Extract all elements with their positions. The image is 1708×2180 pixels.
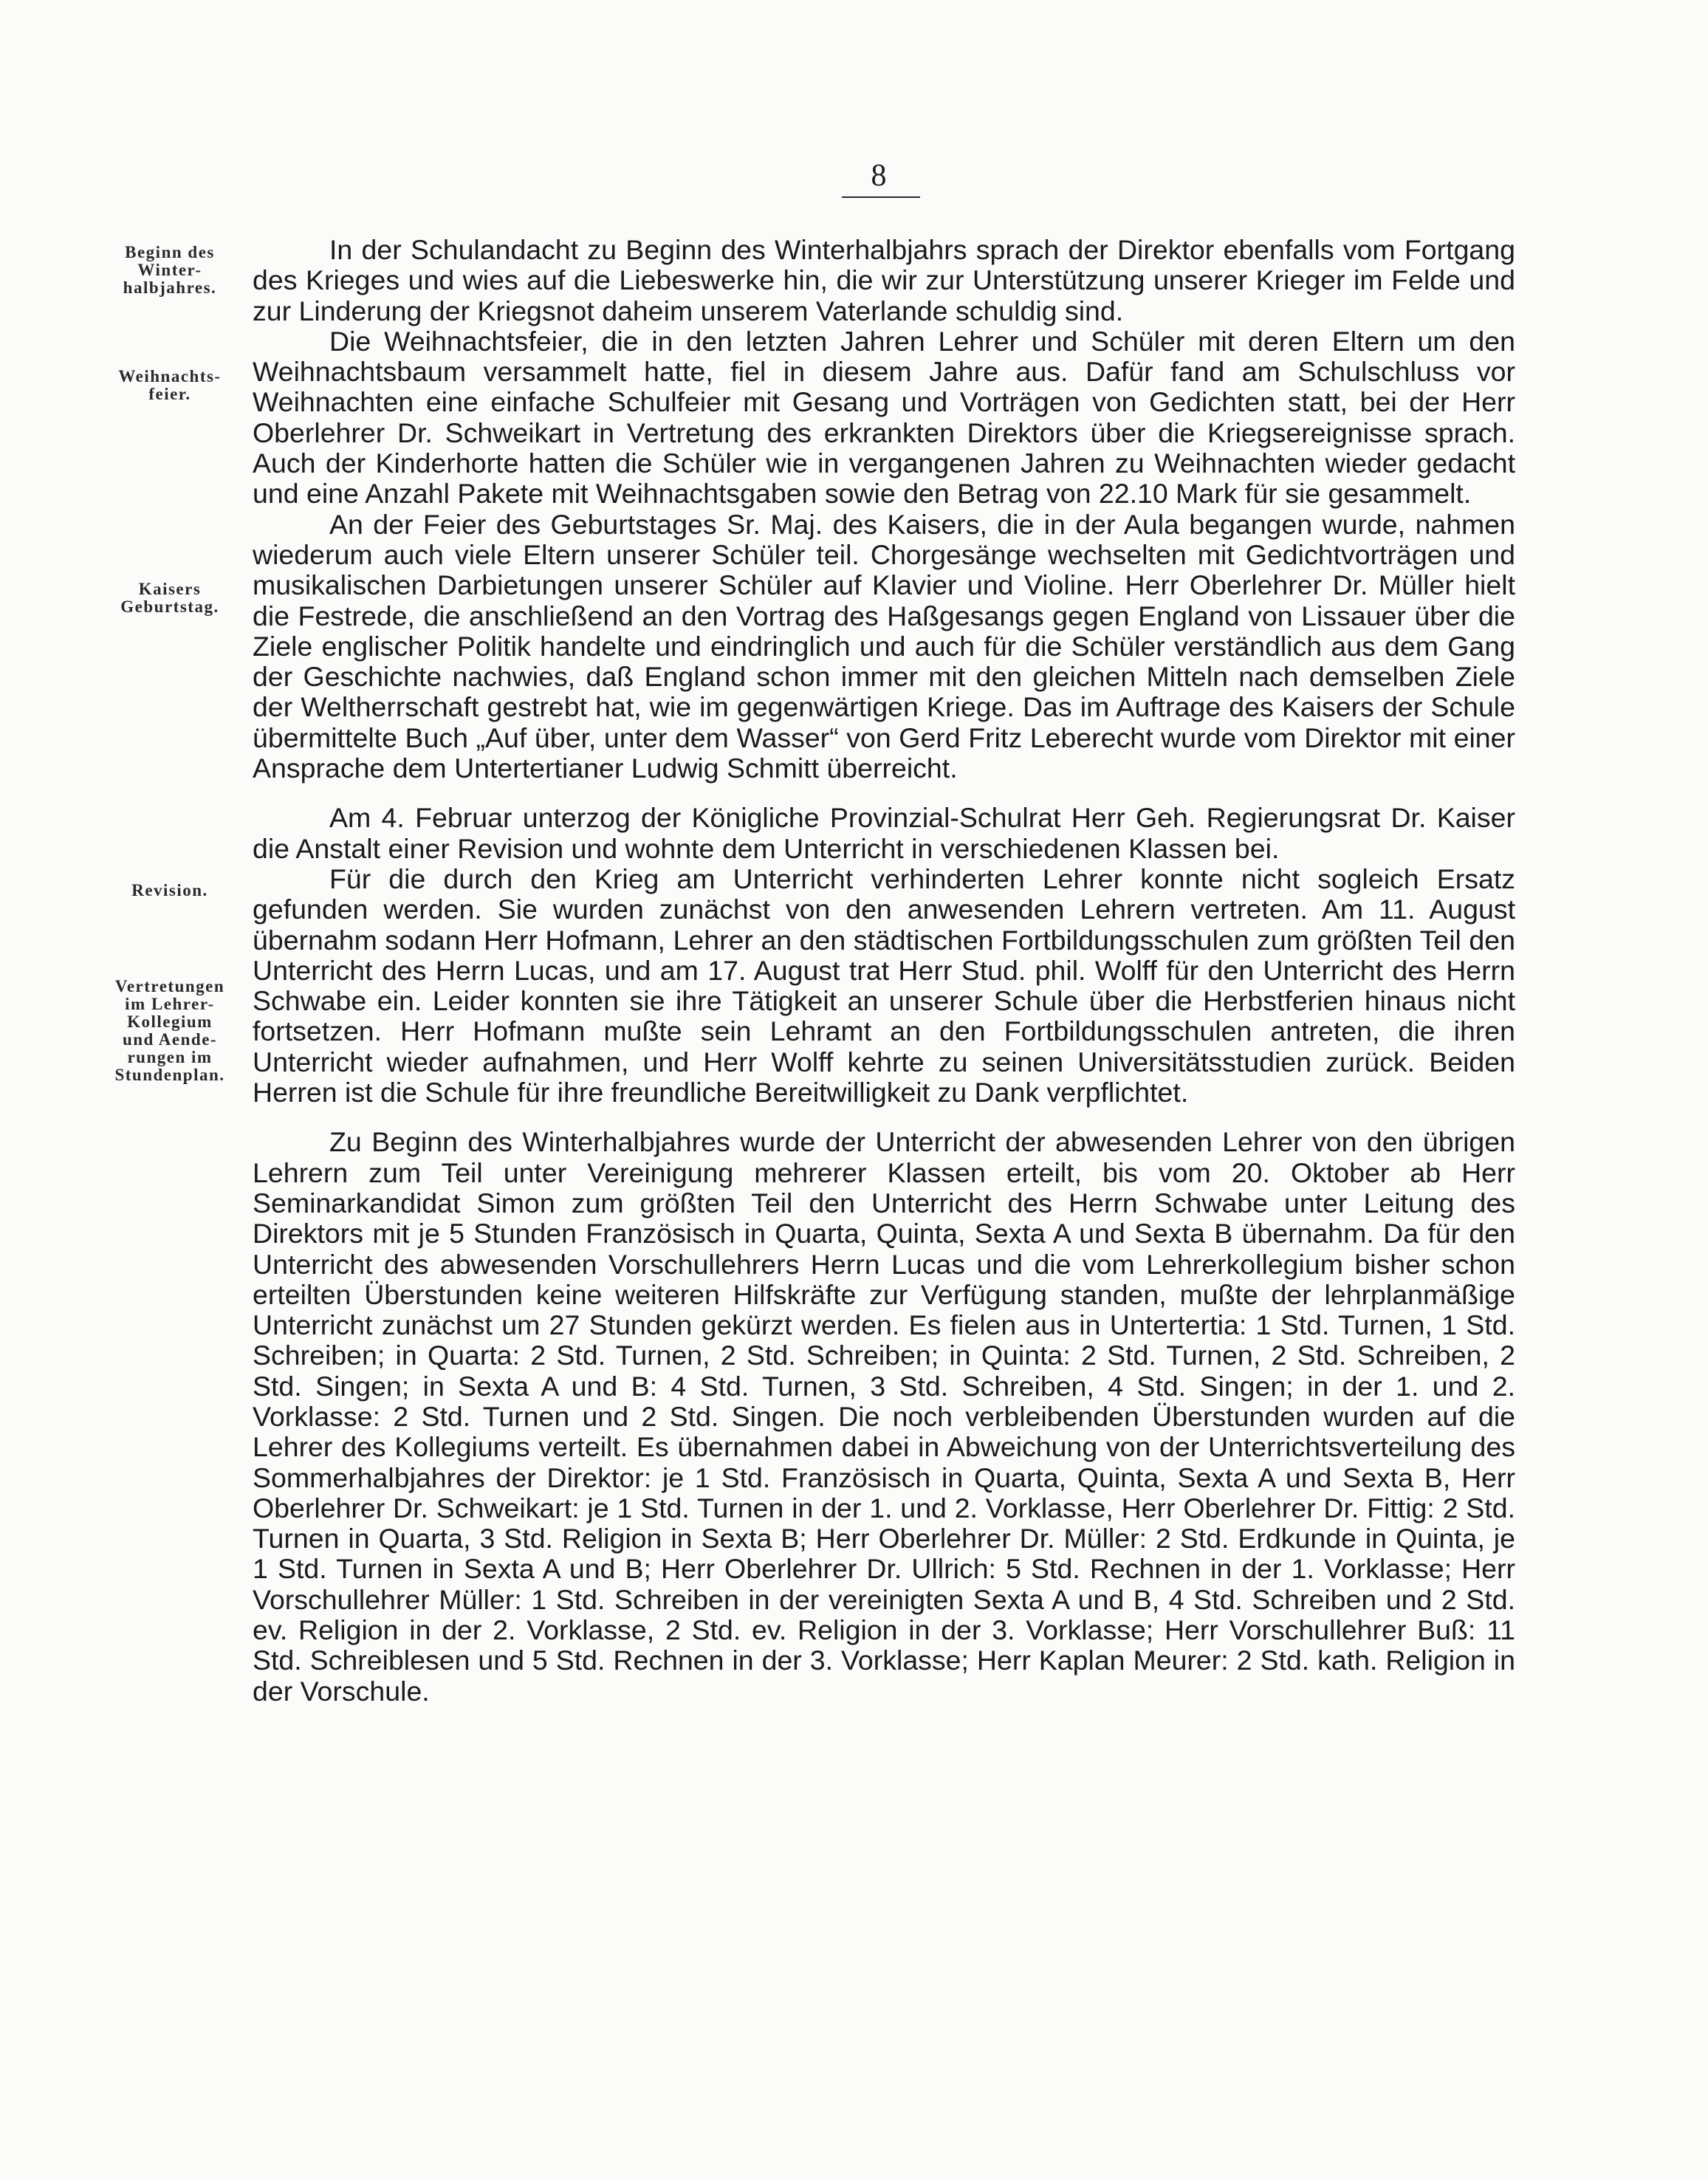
paragraph-unterrichtsverteilung: Zu Beginn des Winterhalbjahres wurde der Unterricht der abwesenden Lehrer von den übrigen Lehrern zum Teil unter Vereinigung mehrerer Klassen erteilt, bis vom 20. Oktober ab Herr Seminarkandidat Simon zum größten Teil den Unterricht des Herrn Schwabe unter Leitung des Direktors mit je 5 Stunden Französisch in Quarta, Quinta, Sexta A und Sexta B übernahm. Da für den Unterricht des abwesenden Vorschullehrers Herrn Lucas und die vom Lehrerkollegium bisher schon erteilten Überstunden keine weiteren Hilfskräfte zur Verfügung standen, mußte der lehrplanmäßige Unterricht zunächst um 27 Stunden gekürzt werden. Es fielen aus in Untertertia: 1 Std. Turnen, 1 Std. Schreiben; in Quarta: 2 Std. Turnen, 2 Std. Schreiben; in Quinta: 2 Std. Turnen, 2 Std. Schreiben, 2 Std. Singen; in Sexta A und B: 4 Std. Turnen, 3 Std. Schreiben, 4 Std. Singen; in der 1. und 2. Vorklasse: 2 Std. Turnen und 2 Std. Singen. Die noch verbleibenden Überstunden wurden auf die Lehrer des Kollegiums verteilt. Es übernahmen dabei in Abweichung von der Unterrichtsverteilung des Sommerhalbjahres der Direktor: je 1 Std. Französisch in Quarta, Quinta, Sexta A und Sexta B, Herr Oberlehrer Dr. Schweikart: je 1 Std. Turnen in der 1. und 2. Vorklasse, Herr Oberlehrer Dr. Fittig: 2 Std. Turnen in Quarta, 3 Std. Religion in Sexta B; Herr Oberlehrer Dr. Müller: 2 Std. Erdkunde in Quinta, je 1 Std. Turnen in Sexta A und B; Herr Oberlehrer Dr. Ullrich: 5 Std. Rechnen in der 1. Vorklasse; Herr Vorschullehrer Müller: 1 Std. Schreiben in der vereinigten Sexta A und B, 4 Std. Schreiben und 2 Std. ev. Religion in der 2. Vorklasse, 2 Std. ev. Religion in der 3. Vorklasse; Herr Vorschullehrer Buß: 11 Std. Schreiblesen und 5 Std. Rechnen in der 3. Vorklasse; Herr Kaplan Meurer: 2 Std. kath. Religion in der Vorschule. <box>253 1126 1515 1707</box>
paragraph-beginn-winterhalbjahr: In der Schulandacht zu Beginn des Winterhalbjahrs sprach der Direktor ebenfalls vom Fortgang des Krieges und wies auf die Liebeswerke hin, die wir zur Unterstützung unserer Krieger im Felde und zur Linderung der Kriegsnot daheim unserem Vaterlande schuldig sind. <box>253 234 1515 326</box>
body-text <box>253 235 1515 1707</box>
margin-note-beginn-winterhalbjahr: Beginn des Winter- halbjahres. <box>123 243 217 297</box>
margin-note-kaisers-geburtstag: Kaisers Geburtstag. <box>120 580 219 616</box>
margin-note-vertretungen: Vertretungen im Lehrer- Kollegium und Aende- rungen im Stundenplan. <box>114 977 225 1084</box>
paragraph-vertretungen: Für die durch den Krieg am Unterricht verhinderten Lehrer konnte nicht sogleich Ersatz gefunden werden. Sie wurden zunächst von den anwesenden Lehrern vertreten. Am 11. August übernahm sodann Herr Hofmann, Lehrer an den städtischen Fortbildungsschulen zum größten Teil den Unterricht des Herrn Lucas, und am 17. August trat Herr Stud. phil. Wolff für den Unterricht des Herrn Schwabe ein. Leider konnten sie ihre Tätigkeit an unserer Schule über die Herbstferien hinaus nicht fortsetzen. Herr Hofmann mußte sein Lehramt an den Fortbildungsschulen antreten, die ihren Unterricht wieder aufnahmen, und Herr Wolff kehrte zu seinen Universitätsstudien zurück. Beiden Herren ist die Schule für ihre freundliche Bereitwilligkeit zu Dank verpflichtet. <box>253 863 1515 1108</box>
paragraph-weihnachtsfeier: Die Weihnachtsfeier, die in den letzten Jahren Lehrer und Schüler mit deren Eltern um den Weihnachtsbaum versammelt hatte, fiel in diesem Jahre aus. Dafür fand am Schulschluss vor Weihnachten eine einfache Schulfeier mit Gesang und Vorträgen von Gedichten statt, bei der Herr Oberlehrer Dr. Schweikart in Vertretung des erkrankten Direktors über die Kriegsereignisse sprach. Auch der Kinderhorte hatten die Schüler wie in vergangenen Jahren zu Weihnachten wieder gedacht und eine Anzahl Pakete mit Weihnachtsgaben sowie den Betrag von 22.10 Mark für sie gesammelt. <box>253 325 1515 510</box>
margin-note-revision: Revision. <box>131 881 208 899</box>
page-number: 8 <box>871 159 887 193</box>
margin-note-weihnachtsfeier: Weihnachts- feier. <box>118 367 222 403</box>
paragraph-revision: Am 4. Februar unterzog der Königliche Provinzial-Schulrat Herr Geh. Regierungsrat Dr. Kaiser die Anstalt einer Revision und wohnte dem Unterricht in verschiedenen Klassen bei. <box>253 802 1515 864</box>
page-number-rule <box>842 196 920 198</box>
paragraph-kaisers-geburtstag: An der Feier des Geburtstages Sr. Maj. des Kaisers, die in der Aula begangen wurde, nahmen wiederum auch viele Eltern unserer Schüler teil. Chorgesänge wechselten mit Gedichtvorträgen und musikalischen Darbietungen unserer Schüler auf Klavier und Violine. Herr Oberlehrer Dr. Müller hielt die Festrede, die anschließend an den Vortrag des Haßgesangs gegen England von Lissauer über die Ziele englischer Politik handelte und eindringlich und auch für die Schüler verständlich aus dem Gang der Geschichte nachwies, daß England schon immer mit den gleichen Mitteln nach demselben Ziele der Weltherrschaft gestrebt hat, wie im gegenwärtigen Kriege. Das im Auftrage des Kaisers der Schule übermittelte Buch „Auf über, unter dem Wasser“ von Gerd Fritz Leberecht wurde vom Direktor mit einer Ansprache dem Untertertianer Ludwig Schmitt überreicht. <box>253 508 1515 784</box>
